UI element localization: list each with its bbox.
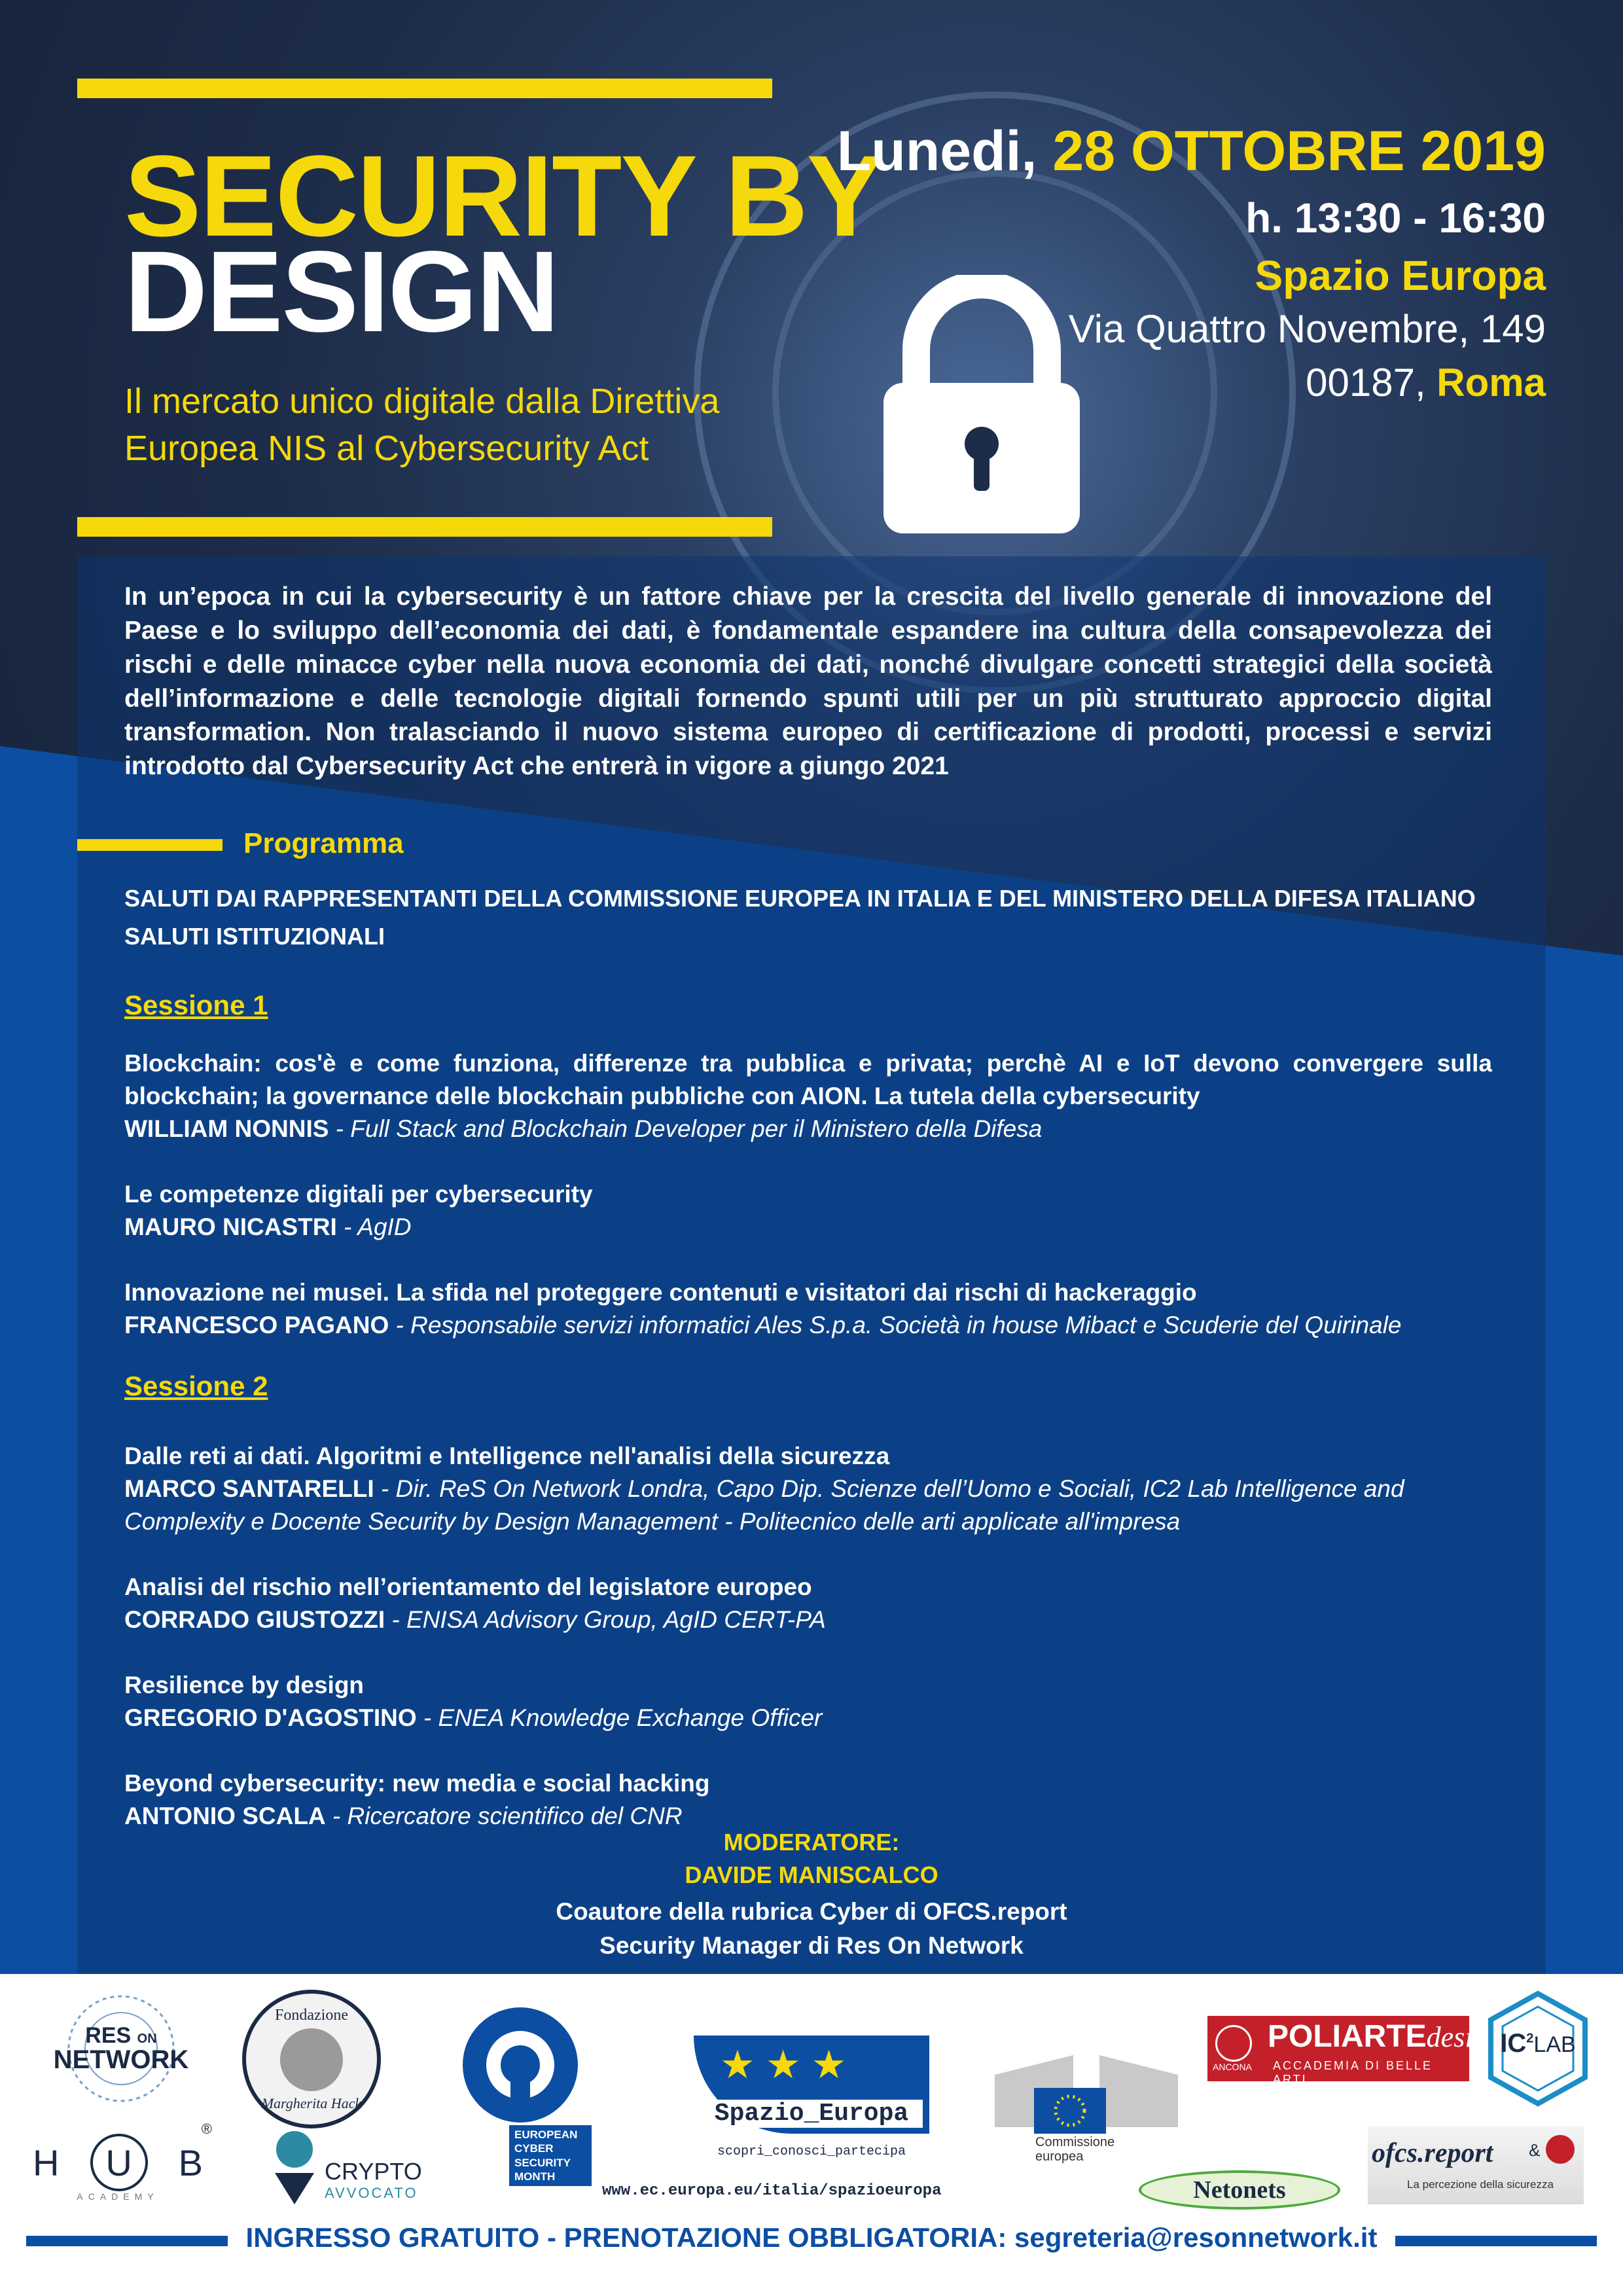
on-text: ON — [137, 2032, 157, 2046]
talk-speaker-line — [124, 1604, 1492, 1636]
talk-title: Analisi del rischio nell’orientamento del legislatore europeo — [124, 1573, 812, 1600]
ofcs-report-logo — [1368, 2126, 1584, 2204]
talk-speaker-line — [124, 1702, 1492, 1734]
fondazione-bottom: Margherita Hack — [261, 2094, 362, 2111]
poliarte-logo — [1207, 2016, 1502, 2086]
speaker-name: ANTONIO SCALA — [124, 1802, 326, 1829]
hub-b: B — [178, 2142, 203, 2183]
title-line1: SECURITY BY — [124, 132, 883, 260]
commissione-line2: europea — [1035, 2149, 1084, 2164]
poliarte-sub: ACCADEMIA DI BELLE ARTI — [1273, 2059, 1433, 2086]
hub-u: U — [105, 2142, 132, 2183]
ecsm-line3: SECURITY — [514, 2156, 571, 2169]
event-venue: Spazio Europa — [1255, 252, 1546, 299]
event-day: Lunedi, — [836, 120, 1037, 183]
talk-speaker-line — [124, 1113, 1492, 1145]
talk-item — [124, 1767, 1492, 1833]
event-address: Via Quattro Novembre, 149 — [1068, 307, 1546, 351]
fondazione-top: Fondazione — [275, 2006, 348, 2024]
subtitle-line1: Il mercato unico digitale dalla Direttiva — [124, 382, 720, 421]
fondazione-hack-logo — [242, 1990, 381, 2128]
portrait-image — [280, 2028, 343, 2091]
moderator-line2: Security Manager di Res On Network — [599, 1931, 1024, 1959]
title-line2: DESIGN — [124, 228, 558, 356]
event-city-line — [1306, 360, 1546, 405]
speaker-name: MARCO SANTARELLI — [124, 1475, 374, 1502]
speaker-name: WILLIAM NONNIS — [124, 1115, 329, 1142]
commission-building-icon — [988, 2036, 1185, 2134]
session2-label: Sessione 2 — [124, 1371, 268, 1401]
talk-item — [124, 1571, 1492, 1636]
commissione-europea-logo — [988, 2036, 1185, 2166]
ofcs-tag: La percezione della sicurezza — [1407, 2178, 1554, 2191]
ic2-ic: IC — [1500, 2029, 1527, 2058]
top-accent-bar — [77, 79, 772, 98]
talk-speaker-line — [124, 1473, 1492, 1538]
crypto-avvocato-icon — [268, 2127, 321, 2206]
poliarte-brand — [1268, 2021, 1502, 2053]
ofcs-amp: & — [1529, 2140, 1541, 2160]
ic2-sup: 2 — [1526, 2031, 1534, 2046]
programma-label: Programma — [243, 827, 404, 859]
talk-item — [124, 1047, 1492, 1145]
greeting-2: SALUTI ISTITUZIONALI — [124, 923, 385, 950]
moderator-label: MODERATORE: — [723, 1829, 900, 1856]
moderator-line1: Coautore della rubrica Cyber di OFCS.report — [556, 1897, 1067, 1925]
speaker-role: - AgID — [336, 1213, 412, 1240]
ic2-lab-logo — [1486, 1990, 1590, 2108]
poliarte-brand-text: POLIARTE — [1268, 2019, 1427, 2054]
talk-speaker-line — [124, 1309, 1492, 1342]
commissione-line1: Commissione — [1035, 2135, 1115, 2149]
event-city: Roma — [1436, 361, 1546, 404]
event-zip: 00187, — [1306, 361, 1426, 404]
ofcs-name: ofcs.report — [1372, 2138, 1493, 2168]
spazio-europa-name: Spazio_Europa — [700, 2100, 923, 2128]
spazio-europa-url[interactable]: www.ec.europa.eu/italia/spazioeuropa — [602, 2182, 942, 2200]
ecsm-line1: EUROPEAN — [514, 2128, 578, 2141]
commissione-text — [1035, 2135, 1115, 2164]
footer-text — [0, 2222, 1623, 2253]
talk-item — [124, 1440, 1492, 1538]
talk-item — [124, 1669, 1492, 1734]
speaker-name: GREGORIO D'AGOSTINO — [124, 1704, 417, 1731]
spazio-europa-tag: scopri_conosci_partecipa — [717, 2144, 906, 2159]
netonets-logo: Netonets — [1139, 2170, 1340, 2210]
session1-label: Sessione 1 — [124, 990, 268, 1020]
poliarte-design-text: design — [1426, 2021, 1502, 2053]
poliarte-emblem-icon — [1215, 2025, 1252, 2062]
speaker-name: CORRADO GIUSTOZZI — [124, 1605, 385, 1633]
hub-academy-logo — [33, 2121, 212, 2206]
ic2-text — [1486, 2030, 1590, 2056]
crypto-text: CRYPTO — [325, 2158, 422, 2185]
speaker-role: - Dir. ReS On Network Londra, Capo Dip. Scienze dell’Uomo e Sociali, IC2 Lab Intelligence and Complexity e Docente Security by Design Management - Politecnico delle arti applicate all'impresa — [124, 1475, 1404, 1535]
programma-bar — [77, 839, 223, 851]
speaker-name: MAURO NICASTRI — [124, 1213, 337, 1240]
network-text: NETWORK — [53, 2045, 189, 2074]
talk-title: Resilience by design — [124, 1672, 365, 1698]
bottom-accent-bar — [77, 517, 772, 537]
event-time: h. 13:30 - 16:30 — [1245, 194, 1546, 242]
hub-reg: ® — [201, 2121, 212, 2137]
talk-title: Beyond cybersecurity: new media e social hacking — [124, 1770, 710, 1797]
ecsm-logo — [458, 2003, 589, 2199]
ecsm-emblem-icon — [458, 2003, 582, 2127]
hub-h: H — [33, 2142, 60, 2183]
speaker-role: - ENEA Knowledge Exchange Officer — [416, 1704, 823, 1731]
spazio-europa-logo — [694, 2036, 942, 2173]
event-date-line — [837, 119, 1546, 184]
talk-title: Blockchain: cos'è e come funziona, differenze tra pubblica e privata; perchè AI e IoT devono convergere sulla blockchain; la governance delle blockchain pubbliche con AION. La tutela della cybersecurity — [124, 1050, 1492, 1109]
talk-title: Innovazione nei musei. La sfida nel proteggere contenuti e visitatori dai rischi di hackeraggio — [124, 1279, 1197, 1306]
speaker-role: - Full Stack and Blockchain Developer per il Ministero della Difesa — [329, 1115, 1043, 1142]
subtitle-line2: Europea NIS al Cybersecurity Act — [124, 429, 649, 468]
crypto-avvocato-logo — [268, 2127, 432, 2206]
eu-stars-icon: ★★★ — [720, 2043, 857, 2087]
ic2-lab: LAB — [1533, 2032, 1576, 2057]
greeting-1: SALUTI DAI RAPPRESENTANTI DELLA COMMISSIONE EUROPEA IN ITALIA E DEL MINISTERO DELLA DIFESA ITALIANO — [124, 885, 1476, 912]
intro-paragraph: In un’epoca in cui la cybersecurity è un fattore chiave per la crescita del livello generale di innovazione del Paese e lo sviluppo dell’economia dei dati, è fondamentale espandere ina cultura della consapevolezza dei rischi e delle minacce cyber nella nuova economia dei dati, nonché divulgare concetti strategici della società dell’informazione e delle tecnologie digitali fornendo spunti utili per un più strutturato approccio digital transformation. Non tralasciando il nuovo sistema europeo di certificazione di prodotti, processi e servizi introdotto dal Cybersecurity Act che entrerà in vigore a giungo 2021 — [124, 583, 1492, 781]
hub-academy-text: ACADEMY — [77, 2191, 159, 2202]
res-text: RES — [85, 2023, 132, 2048]
talk-title: Dalle reti ai dati. Algoritmi e Intelligence nell'analisi della sicurezza — [124, 1443, 890, 1469]
ofcs-press-icon — [1546, 2135, 1575, 2164]
moderator-block — [419, 1826, 1204, 1962]
hub-u-circle — [90, 2134, 148, 2191]
ecsm-line4: MONTH — [514, 2170, 556, 2183]
talk-speaker-line — [124, 1211, 1492, 1244]
talk-item — [124, 1178, 1492, 1244]
ecsm-text-box — [509, 2125, 592, 2186]
ecsm-line2: CYBER — [514, 2142, 554, 2155]
talk-title: Le competenze digitali per cybersecurity — [124, 1181, 593, 1208]
padlock-icon — [877, 275, 1086, 537]
moderator-name: DAVIDE MANISCALCO — [685, 1861, 938, 1889]
speaker-role: - ENISA Advisory Group, AgID CERT-PA — [385, 1605, 826, 1633]
speaker-role: - Ricercatore scientifico del CNR — [325, 1802, 683, 1829]
speaker-role: - Responsabile servizi informatici Ales S.p.a. Società in house Mibact e Scuderie del Quirinale — [389, 1311, 1402, 1338]
avvocato-text: AVVOCATO — [325, 2185, 418, 2201]
res-on-network-logo — [46, 1990, 196, 2108]
event-date: 28 OTTOBRE 2019 — [1052, 120, 1546, 183]
talk-item — [124, 1276, 1492, 1342]
footer-registration[interactable]: INGRESSO GRATUITO - PRENOTAZIONE OBBLIGATORIA: segreteria@resonnetwork.it — [228, 2222, 1396, 2253]
speaker-name: FRANCESCO PAGANO — [124, 1311, 389, 1338]
poliarte-city: ANCONA — [1213, 2062, 1252, 2072]
